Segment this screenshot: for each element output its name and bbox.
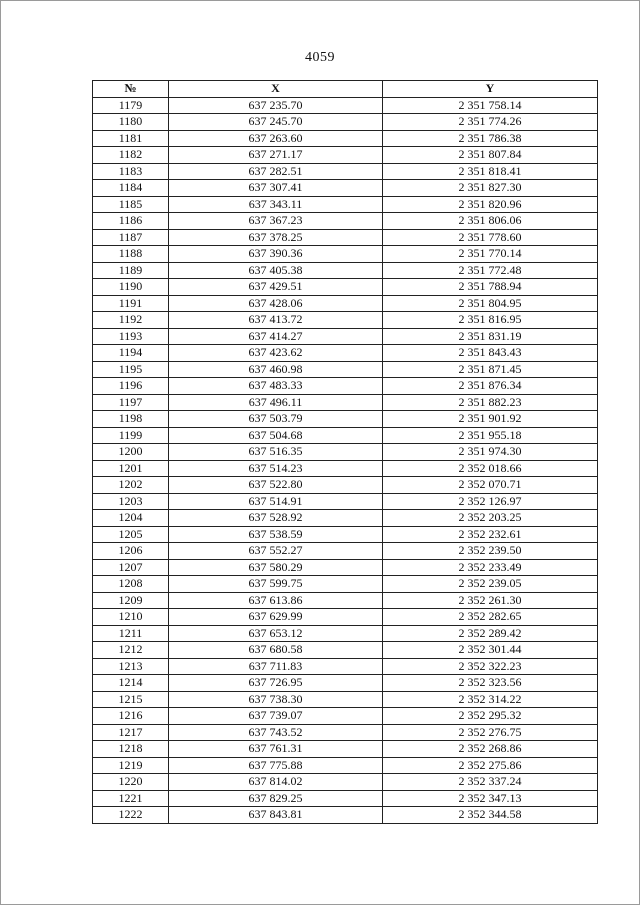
table-row bbox=[93, 774, 598, 791]
point-number-cell: 1198 bbox=[93, 411, 169, 428]
table-row bbox=[93, 658, 598, 675]
y-coordinate-cell: 2 351 831.19 bbox=[383, 328, 598, 345]
y-coordinate-cell: 2 352 347.13 bbox=[383, 790, 598, 807]
x-coordinate-cell: 637 743.52 bbox=[169, 724, 383, 741]
table-row bbox=[93, 229, 598, 246]
y-coordinate-cell: 2 351 772.48 bbox=[383, 262, 598, 279]
point-number-cell: 1195 bbox=[93, 361, 169, 378]
table-row bbox=[93, 427, 598, 444]
y-coordinate-cell: 2 352 239.50 bbox=[383, 543, 598, 560]
table-row bbox=[93, 361, 598, 378]
y-coordinate-cell: 2 351 770.14 bbox=[383, 246, 598, 263]
page-number: 4059 bbox=[305, 50, 335, 65]
point-number-cell: 1204 bbox=[93, 510, 169, 527]
table-row bbox=[93, 163, 598, 180]
x-coordinate-cell: 637 829.25 bbox=[169, 790, 383, 807]
table-row bbox=[93, 196, 598, 213]
table-row bbox=[93, 130, 598, 147]
table-row bbox=[93, 609, 598, 626]
y-coordinate-cell: 2 352 337.24 bbox=[383, 774, 598, 791]
y-coordinate-cell: 2 351 758.14 bbox=[383, 97, 598, 114]
y-coordinate-cell: 2 351 818.41 bbox=[383, 163, 598, 180]
x-coordinate-cell: 637 390.36 bbox=[169, 246, 383, 263]
table-row bbox=[93, 642, 598, 659]
header-y: Y bbox=[383, 81, 598, 98]
x-coordinate-cell: 637 460.98 bbox=[169, 361, 383, 378]
x-coordinate-cell: 637 428.06 bbox=[169, 295, 383, 312]
x-coordinate-cell: 637 514.23 bbox=[169, 460, 383, 477]
y-coordinate-cell: 2 352 323.56 bbox=[383, 675, 598, 692]
table-row bbox=[93, 444, 598, 461]
table-row bbox=[93, 675, 598, 692]
point-number-cell: 1194 bbox=[93, 345, 169, 362]
point-number-cell: 1214 bbox=[93, 675, 169, 692]
y-coordinate-cell: 2 351 804.95 bbox=[383, 295, 598, 312]
point-number-cell: 1210 bbox=[93, 609, 169, 626]
y-coordinate-cell: 2 351 843.43 bbox=[383, 345, 598, 362]
point-number-cell: 1183 bbox=[93, 163, 169, 180]
y-coordinate-cell: 2 351 778.60 bbox=[383, 229, 598, 246]
table-row bbox=[93, 213, 598, 230]
x-coordinate-cell: 637 738.30 bbox=[169, 691, 383, 708]
y-coordinate-cell: 2 352 276.75 bbox=[383, 724, 598, 741]
point-number-cell: 1180 bbox=[93, 114, 169, 131]
table-row bbox=[93, 345, 598, 362]
point-number-cell: 1219 bbox=[93, 757, 169, 774]
x-coordinate-cell: 637 282.51 bbox=[169, 163, 383, 180]
table-row bbox=[93, 114, 598, 131]
x-coordinate-cell: 637 271.17 bbox=[169, 147, 383, 164]
table-row bbox=[93, 97, 598, 114]
y-coordinate-cell: 2 351 901.92 bbox=[383, 411, 598, 428]
x-coordinate-cell: 637 516.35 bbox=[169, 444, 383, 461]
x-coordinate-cell: 637 423.62 bbox=[169, 345, 383, 362]
y-coordinate-cell: 2 351 876.34 bbox=[383, 378, 598, 395]
y-coordinate-cell: 2 351 788.94 bbox=[383, 279, 598, 296]
table-row bbox=[93, 807, 598, 824]
x-coordinate-cell: 637 413.72 bbox=[169, 312, 383, 329]
x-coordinate-cell: 637 726.95 bbox=[169, 675, 383, 692]
x-coordinate-cell: 637 503.79 bbox=[169, 411, 383, 428]
point-number-cell: 1215 bbox=[93, 691, 169, 708]
header-x: X bbox=[169, 81, 383, 98]
y-coordinate-cell: 2 351 820.96 bbox=[383, 196, 598, 213]
table-row bbox=[93, 477, 598, 494]
table-row bbox=[93, 724, 598, 741]
y-coordinate-cell: 2 352 018.66 bbox=[383, 460, 598, 477]
table-row bbox=[93, 378, 598, 395]
x-coordinate-cell: 637 711.83 bbox=[169, 658, 383, 675]
y-coordinate-cell: 2 351 774.26 bbox=[383, 114, 598, 131]
x-coordinate-cell: 637 307.41 bbox=[169, 180, 383, 197]
table-row bbox=[93, 411, 598, 428]
table-row bbox=[93, 510, 598, 527]
point-number-cell: 1222 bbox=[93, 807, 169, 824]
table-row bbox=[93, 460, 598, 477]
y-coordinate-cell: 2 352 289.42 bbox=[383, 625, 598, 642]
x-coordinate-cell: 637 245.70 bbox=[169, 114, 383, 131]
point-number-cell: 1221 bbox=[93, 790, 169, 807]
point-number-cell: 1212 bbox=[93, 642, 169, 659]
y-coordinate-cell: 2 352 275.86 bbox=[383, 757, 598, 774]
x-coordinate-cell: 637 538.59 bbox=[169, 526, 383, 543]
y-coordinate-cell: 2 352 233.49 bbox=[383, 559, 598, 576]
y-coordinate-cell: 2 352 070.71 bbox=[383, 477, 598, 494]
table-row bbox=[93, 625, 598, 642]
table-row bbox=[93, 708, 598, 725]
x-coordinate-cell: 637 378.25 bbox=[169, 229, 383, 246]
y-coordinate-cell: 2 352 322.23 bbox=[383, 658, 598, 675]
y-coordinate-cell: 2 351 974.30 bbox=[383, 444, 598, 461]
y-coordinate-cell: 2 352 295.32 bbox=[383, 708, 598, 725]
y-coordinate-cell: 2 351 807.84 bbox=[383, 147, 598, 164]
x-coordinate-cell: 637 405.38 bbox=[169, 262, 383, 279]
y-coordinate-cell: 2 352 203.25 bbox=[383, 510, 598, 527]
y-coordinate-cell: 2 351 786.38 bbox=[383, 130, 598, 147]
table-header-row bbox=[93, 81, 598, 98]
header-number: № bbox=[93, 81, 169, 98]
point-number-cell: 1199 bbox=[93, 427, 169, 444]
x-coordinate-cell: 637 514.91 bbox=[169, 493, 383, 510]
table-row bbox=[93, 543, 598, 560]
y-coordinate-cell: 2 351 806.06 bbox=[383, 213, 598, 230]
point-number-cell: 1184 bbox=[93, 180, 169, 197]
x-coordinate-cell: 637 775.88 bbox=[169, 757, 383, 774]
x-coordinate-cell: 637 680.58 bbox=[169, 642, 383, 659]
point-number-cell: 1193 bbox=[93, 328, 169, 345]
point-number-cell: 1191 bbox=[93, 295, 169, 312]
point-number-cell: 1190 bbox=[93, 279, 169, 296]
table-row bbox=[93, 279, 598, 296]
point-number-cell: 1203 bbox=[93, 493, 169, 510]
y-coordinate-cell: 2 351 816.95 bbox=[383, 312, 598, 329]
x-coordinate-cell: 637 483.33 bbox=[169, 378, 383, 395]
y-coordinate-cell: 2 352 268.86 bbox=[383, 741, 598, 758]
point-number-cell: 1186 bbox=[93, 213, 169, 230]
y-coordinate-cell: 2 352 314.22 bbox=[383, 691, 598, 708]
point-number-cell: 1208 bbox=[93, 576, 169, 593]
point-number-cell: 1189 bbox=[93, 262, 169, 279]
y-coordinate-cell: 2 352 261.30 bbox=[383, 592, 598, 609]
point-number-cell: 1216 bbox=[93, 708, 169, 725]
point-number-cell: 1205 bbox=[93, 526, 169, 543]
table-row bbox=[93, 180, 598, 197]
x-coordinate-cell: 637 761.31 bbox=[169, 741, 383, 758]
point-number-cell: 1211 bbox=[93, 625, 169, 642]
y-coordinate-cell: 2 351 955.18 bbox=[383, 427, 598, 444]
x-coordinate-cell: 637 613.86 bbox=[169, 592, 383, 609]
x-coordinate-cell: 637 580.29 bbox=[169, 559, 383, 576]
table-row bbox=[93, 526, 598, 543]
point-number-cell: 1192 bbox=[93, 312, 169, 329]
point-number-cell: 1213 bbox=[93, 658, 169, 675]
coordinates-table bbox=[92, 80, 598, 824]
y-coordinate-cell: 2 351 827.30 bbox=[383, 180, 598, 197]
point-number-cell: 1207 bbox=[93, 559, 169, 576]
table-row bbox=[93, 592, 598, 609]
x-coordinate-cell: 637 263.60 bbox=[169, 130, 383, 147]
table-row bbox=[93, 741, 598, 758]
y-coordinate-cell: 2 352 301.44 bbox=[383, 642, 598, 659]
y-coordinate-cell: 2 351 871.45 bbox=[383, 361, 598, 378]
table-row bbox=[93, 262, 598, 279]
x-coordinate-cell: 637 235.70 bbox=[169, 97, 383, 114]
x-coordinate-cell: 637 599.75 bbox=[169, 576, 383, 593]
x-coordinate-cell: 637 414.27 bbox=[169, 328, 383, 345]
table-row bbox=[93, 328, 598, 345]
table-row bbox=[93, 246, 598, 263]
table-row bbox=[93, 295, 598, 312]
point-number-cell: 1196 bbox=[93, 378, 169, 395]
x-coordinate-cell: 637 653.12 bbox=[169, 625, 383, 642]
point-number-cell: 1209 bbox=[93, 592, 169, 609]
point-number-cell: 1182 bbox=[93, 147, 169, 164]
x-coordinate-cell: 637 367.23 bbox=[169, 213, 383, 230]
point-number-cell: 1217 bbox=[93, 724, 169, 741]
point-number-cell: 1220 bbox=[93, 774, 169, 791]
point-number-cell: 1200 bbox=[93, 444, 169, 461]
table-row bbox=[93, 691, 598, 708]
point-number-cell: 1188 bbox=[93, 246, 169, 263]
point-number-cell: 1206 bbox=[93, 543, 169, 560]
table-row bbox=[93, 757, 598, 774]
table-row bbox=[93, 559, 598, 576]
x-coordinate-cell: 637 496.11 bbox=[169, 394, 383, 411]
point-number-cell: 1218 bbox=[93, 741, 169, 758]
x-coordinate-cell: 637 814.02 bbox=[169, 774, 383, 791]
x-coordinate-cell: 637 528.92 bbox=[169, 510, 383, 527]
table-row bbox=[93, 790, 598, 807]
y-coordinate-cell: 2 352 344.58 bbox=[383, 807, 598, 824]
x-coordinate-cell: 637 504.68 bbox=[169, 427, 383, 444]
table-body bbox=[93, 97, 598, 823]
x-coordinate-cell: 637 429.51 bbox=[169, 279, 383, 296]
point-number-cell: 1201 bbox=[93, 460, 169, 477]
x-coordinate-cell: 637 522.80 bbox=[169, 477, 383, 494]
point-number-cell: 1197 bbox=[93, 394, 169, 411]
table-row bbox=[93, 394, 598, 411]
point-number-cell: 1179 bbox=[93, 97, 169, 114]
table-row bbox=[93, 147, 598, 164]
y-coordinate-cell: 2 351 882.23 bbox=[383, 394, 598, 411]
point-number-cell: 1185 bbox=[93, 196, 169, 213]
point-number-cell: 1181 bbox=[93, 130, 169, 147]
table-row bbox=[93, 493, 598, 510]
x-coordinate-cell: 637 739.07 bbox=[169, 708, 383, 725]
table-row bbox=[93, 312, 598, 329]
point-number-cell: 1187 bbox=[93, 229, 169, 246]
x-coordinate-cell: 637 343.11 bbox=[169, 196, 383, 213]
x-coordinate-cell: 637 629.99 bbox=[169, 609, 383, 626]
x-coordinate-cell: 637 843.81 bbox=[169, 807, 383, 824]
y-coordinate-cell: 2 352 126.97 bbox=[383, 493, 598, 510]
y-coordinate-cell: 2 352 282.65 bbox=[383, 609, 598, 626]
y-coordinate-cell: 2 352 232.61 bbox=[383, 526, 598, 543]
x-coordinate-cell: 637 552.27 bbox=[169, 543, 383, 560]
point-number-cell: 1202 bbox=[93, 477, 169, 494]
table-row bbox=[93, 576, 598, 593]
y-coordinate-cell: 2 352 239.05 bbox=[383, 576, 598, 593]
